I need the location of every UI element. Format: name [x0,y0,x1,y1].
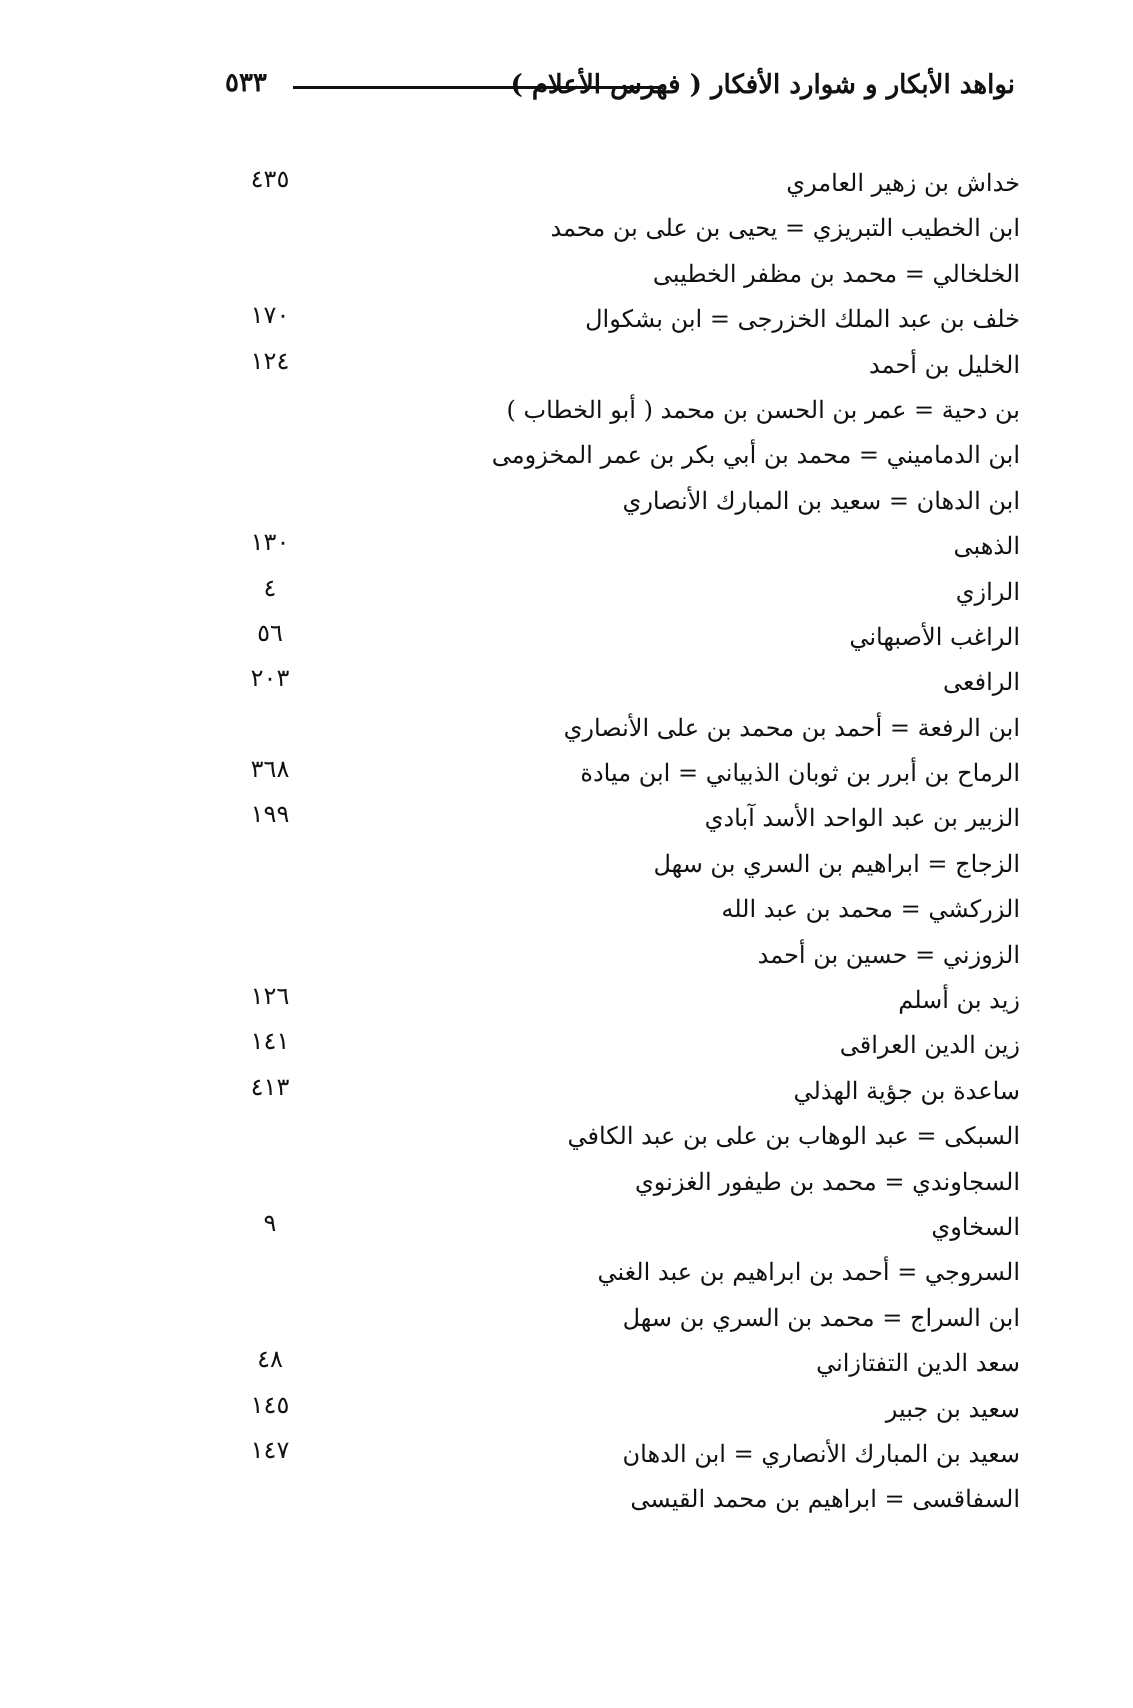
index-entry [240,710,1020,755]
entry-name: الزركشي = محمد بن عبد الله [721,895,1020,924]
entry-page-number: ١٩٩ [250,800,290,829]
index-entry [240,1300,1020,1345]
entry-name: الخلخالي = محمد بن مظفر الخطيبى [652,259,1020,288]
index-entry [240,1254,1020,1299]
entry-page-number: ١٤٥ [250,1390,290,1419]
entry-page-number: ١٤١ [250,1027,290,1056]
entry-page-number: ٣٦٨ [250,755,290,784]
entry-name: الزجاج = ابراهيم بن السري بن سهل [653,849,1020,878]
index-entry [240,891,1020,936]
entry-name: ابن الدهان = سعيد بن المبارك الأنصاري [622,486,1020,515]
index-entry [240,619,1020,664]
entry-name: السفاقسى = ابراهيم بن محمد القيسى [630,1485,1020,1514]
index-entry [240,1027,1020,1072]
header-rule [293,86,663,89]
running-header [225,66,1015,106]
index-entry [240,937,1020,982]
entry-name: ابن الخطيب التبريزي = يحيى بن على بن محمد [550,214,1020,243]
entry-name: الزوزني = حسين بن أحمد [757,940,1020,969]
index-entry [240,528,1020,573]
entry-name: الرافعى [943,668,1020,697]
entry-name: خلف بن عبد الملك الخزرجى = ابن بشكوال [585,305,1020,334]
entry-page-number: ١٢٦ [250,982,290,1011]
entry-name: بن دحية = عمر بن الحسن بن محمد ( أبو الخطاب ) [506,395,1020,424]
index-entry [240,1073,1020,1118]
entry-name: زين الدين العراقى [839,1031,1020,1060]
entry-name: ابن السراج = محمد بن السري بن سهل [622,1303,1020,1332]
entry-page-number: ٢٠٣ [250,664,290,693]
entry-name: ابن الرفعة = أحمد بن محمد بن على الأنصاري [563,713,1020,742]
index-entry [240,256,1020,301]
entry-name: ساعدة بن جؤية الهذلي [793,1076,1020,1105]
entry-page-number: ١٤٧ [250,1435,290,1464]
index-entry [240,301,1020,346]
index-entry [240,483,1020,528]
entry-page-number: ٤ [263,573,277,602]
entry-page-number: ٤٣٥ [250,165,290,193]
entry-page-number: ١٢٤ [250,346,290,375]
index-entry [240,982,1020,1027]
entry-page-number: ١٣٠ [250,528,290,557]
entry-page-number: ٩ [263,1208,277,1237]
header-title: نواهد الأبكار و شوارد الأفكار ( فهرس الأعلام ) [510,70,1015,100]
index-entry [240,1209,1020,1254]
index-entry [240,347,1020,392]
entry-page-number: ١٧٠ [250,301,290,330]
page-number: ٥٣٣ [225,68,267,98]
entry-page-number: ٤٨ [257,1345,283,1374]
entry-name: خداش بن زهير العامري [786,169,1020,197]
entry-name: الرماح بن أبرر بن ثوبان الذبياني = ابن ميادة [580,759,1020,788]
entry-name: الرازي [955,577,1020,606]
entry-name: الراغب الأصبهاني [849,622,1020,651]
entry-name: السبكى = عبد الوهاب بن على بن عبد الكافي [567,1122,1020,1151]
entry-name: الذهبى [953,532,1020,561]
index-entry [240,1481,1020,1526]
index-entry [240,574,1020,619]
index-entry [240,165,1020,210]
entry-name: ابن الدماميني = محمد بن أبي بكر بن عمر المخزومى [491,441,1020,470]
index-entry [240,210,1020,255]
entry-name: السخاوي [931,1212,1020,1241]
index-entry [240,846,1020,891]
entry-name: زيد بن أسلم [898,986,1020,1015]
index-entry [240,1436,1020,1481]
index-entry [240,664,1020,709]
index-list [240,165,1020,1527]
entry-name: سعيد بن جبير [885,1394,1020,1423]
index-entry [240,392,1020,437]
entry-name: سعيد بن المبارك الأنصاري = ابن الدهان [622,1439,1020,1468]
index-entry [240,1345,1020,1390]
entry-name: الخليل بن أحمد [868,350,1020,379]
entry-name: السروجي = أحمد بن ابراهيم بن عبد الغني [597,1258,1020,1287]
entry-page-number: ٤١٣ [250,1072,290,1101]
entry-name: السجاوندي = محمد بن طيفور الغزنوي [634,1167,1020,1196]
index-entry [240,800,1020,845]
index-entry [240,1118,1020,1163]
index-entry [240,1164,1020,1209]
entry-name: سعد الدين التفتازاني [816,1349,1020,1378]
entry-name: الزبير بن عبد الواحد الأسد آبادي [704,804,1020,833]
index-entry [240,437,1020,482]
entry-page-number: ٥٦ [257,618,283,647]
index-entry [240,1391,1020,1436]
index-entry [240,755,1020,800]
